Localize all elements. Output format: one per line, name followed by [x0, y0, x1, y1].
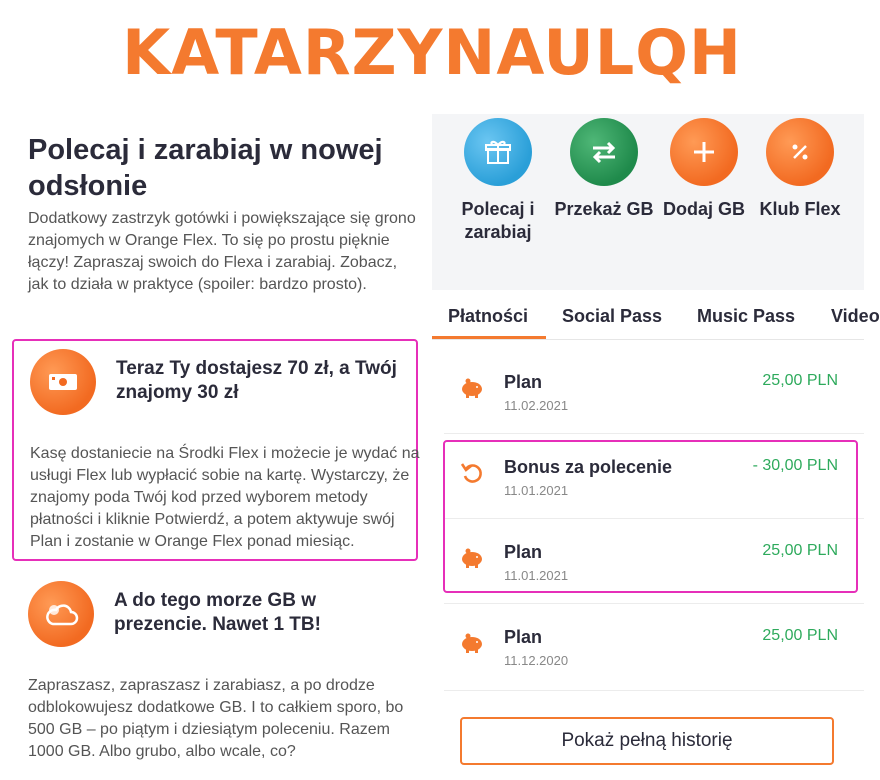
- transaction-amount: 25,00 PLN: [762, 627, 838, 644]
- gb-bonus-card: [12, 577, 418, 777]
- transaction-date: 11.01.2021: [504, 568, 569, 583]
- show-full-history-button[interactable]: Pokaż pełną historię: [460, 717, 834, 765]
- transaction-name: Bonus za polecenie: [504, 457, 673, 477]
- divider: [444, 603, 864, 604]
- quick-action-refer[interactable]: [448, 118, 548, 244]
- reward-heading: Teraz Ty dostajesz 70 zł, a Twój znajomy 30 zł: [116, 358, 397, 403]
- transaction-name: Plan: [504, 542, 543, 562]
- transaction-amount: 25,00 PLN: [762, 542, 838, 559]
- article-title: Polecaj i zarabiaj w nowej odsłonie: [28, 134, 383, 202]
- piggy-bank-icon: [458, 374, 486, 402]
- payment-tabs: [432, 296, 880, 340]
- active-tab-indicator: [432, 336, 546, 339]
- quick-action-add-gb[interactable]: [654, 118, 754, 221]
- watermark-banner: KATARZYNAULQH: [122, 16, 742, 89]
- transaction-amount: - 30,00 PLN: [752, 457, 838, 474]
- quick-action-label: Przekaż GB: [554, 199, 654, 219]
- tab-video[interactable]: Video: [831, 306, 880, 326]
- transfer-icon: [570, 118, 638, 186]
- plus-icon: [670, 118, 738, 186]
- transaction-amount: 25,00 PLN: [762, 372, 838, 389]
- promo-article: [28, 132, 420, 296]
- gb-bonus-heading: A do tego morze GB w prezencie. Nawet 1 TB!: [114, 590, 321, 635]
- gb-bonus-description: Zapraszasz, zapraszasz i zarabiasz, a po drodze odblokowujesz dodatkowe GB. I to całkiem sporo, bo 500 GB – po piątym i dziesiątym poleceniu. Razem 1000 GB. Albo grubo, albo wcale, co?: [28, 677, 404, 760]
- transaction-date: 11.01.2021: [504, 483, 569, 498]
- quick-action-transfer-gb[interactable]: [554, 118, 654, 221]
- reward-description: Kasę dostaniecie na Środki Flex i możecie je wydać na usługi Flex lub wypłacić sobie na kartę. Wystarczy, że znajomy poda Twój kod przed wyborem metody płatności i kliknie Potwierdź, a potem aktywuje swój Plan i zostanie w Orange Flex ponad miesiąc.: [30, 445, 420, 550]
- cash-icon: [30, 349, 96, 415]
- quick-action-label: Polecaj i zarabiaj: [461, 199, 535, 242]
- referral-highlight-box: [443, 440, 858, 593]
- tab-social-pass[interactable]: Social Pass: [562, 306, 663, 326]
- transaction-date: 11.12.2020: [504, 653, 569, 668]
- tab-music-pass[interactable]: Music Pass: [697, 306, 796, 326]
- transaction-name: Plan: [504, 372, 543, 392]
- quick-action-label: Klub Flex: [759, 199, 841, 219]
- transaction-date: 11.02.2021: [504, 398, 569, 413]
- article-intro: Dodatkowy zastrzyk gotówki i powiększające się grono znajomych w Orange Flex. To się po prostu pięknie łączy! Zapraszaj swoich do Flexa i zarabiaj. Zobacz, jak to działa w praktyce (spoiler: bardzo prosto).: [28, 210, 416, 293]
- quick-actions-panel: [432, 114, 864, 290]
- transaction-row[interactable]: [448, 623, 858, 699]
- reward-card: [12, 339, 418, 561]
- piggy-bank-icon: [458, 629, 486, 657]
- cloud-icon: [28, 581, 94, 647]
- gift-icon: [464, 118, 532, 186]
- divider: [444, 690, 864, 691]
- transaction-name: Plan: [504, 627, 543, 647]
- quick-action-klub-flex[interactable]: [750, 118, 850, 221]
- quick-action-label: Dodaj GB: [662, 199, 745, 219]
- divider: [444, 433, 864, 434]
- percent-icon: [766, 118, 834, 186]
- tab-payments[interactable]: Płatności: [448, 306, 529, 326]
